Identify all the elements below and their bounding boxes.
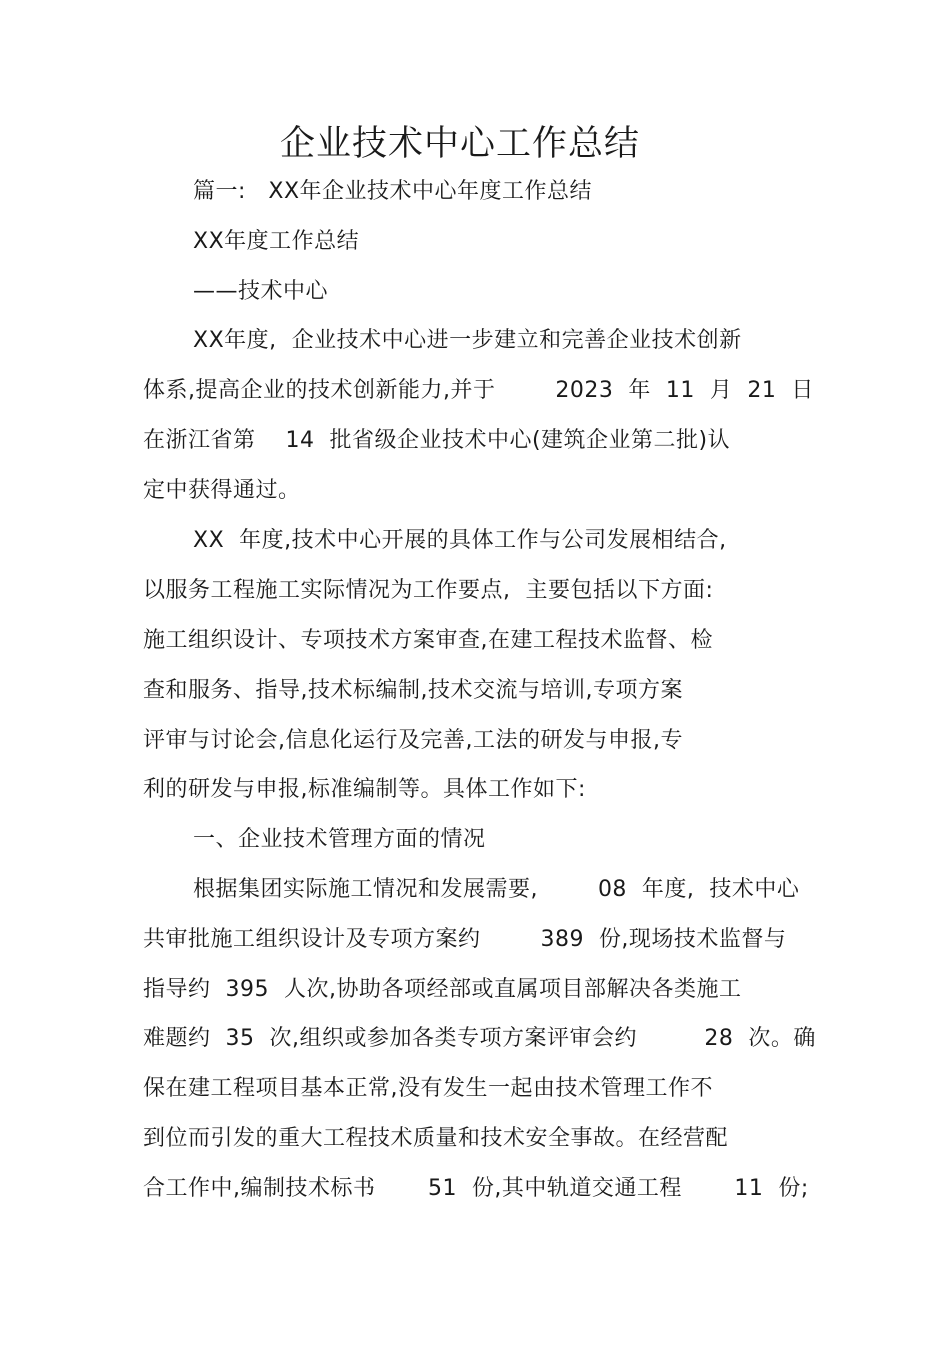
paragraph-line: 定中获得通过。: [143, 478, 301, 503]
paragraph-line: 在浙江省第 14 批省级企业技术中心(建筑企业第二批)认: [143, 428, 731, 453]
paragraph-line: 难题约 35 次,组织或参加各类专项方案评审会约 28 次。确: [143, 1026, 816, 1051]
document-title: 企业技术中心工作总结: [279, 124, 640, 164]
paragraph-line: 合工作中,编制技术标书 51 份,其中轨道交通工程 11 份;: [143, 1176, 809, 1201]
paragraph-line: 以服务工程施工实际情况为工作要点, 主要包括以下方面:: [143, 578, 714, 603]
paragraph-line: 体系,提高企业的技术创新能力,并于 2023 年 11 月 21 日: [143, 378, 814, 403]
section-heading: 一、企业技术管理方面的情况: [193, 827, 486, 852]
section-heading: 篇一: XX年企业技术中心年度工作总结: [193, 179, 593, 204]
paragraph-line: 评审与讨论会,信息化运行及完善,工法的研发与申报,专: [143, 728, 683, 753]
paragraph-line: 保在建工程项目基本正常,没有发生一起由技术管理工作不: [143, 1076, 713, 1101]
paragraph-line: 到位而引发的重大工程技术质量和技术安全事故。在经营配: [143, 1126, 729, 1151]
author-line: ——技术中心: [193, 279, 329, 304]
paragraph-line: 根据集团实际施工情况和发展需要, 08 年度, 技术中心: [193, 877, 800, 902]
paragraph-line: XX年度, 企业技术中心进一步建立和完善企业技术创新: [193, 328, 742, 353]
paragraph-line: XX 年度,技术中心开展的具体工作与公司发展相结合,: [193, 528, 727, 553]
paragraph-line: 利的研发与申报,标准编制等。具体工作如下:: [143, 777, 586, 802]
paragraph-line: 施工组织设计、专项技术方案审查,在建工程技术监督、检: [143, 628, 713, 653]
subtitle: XX年度工作总结: [193, 229, 360, 254]
paragraph-line: 查和服务、指导,技术标编制,技术交流与培训,专项方案: [143, 678, 683, 703]
paragraph-line: 指导约 395 人次,协助各项经部或直属项目部解决各类施工: [143, 977, 742, 1002]
paragraph-line: 共审批施工组织设计及专项方案约 389 份,现场技术监督与: [143, 927, 787, 952]
